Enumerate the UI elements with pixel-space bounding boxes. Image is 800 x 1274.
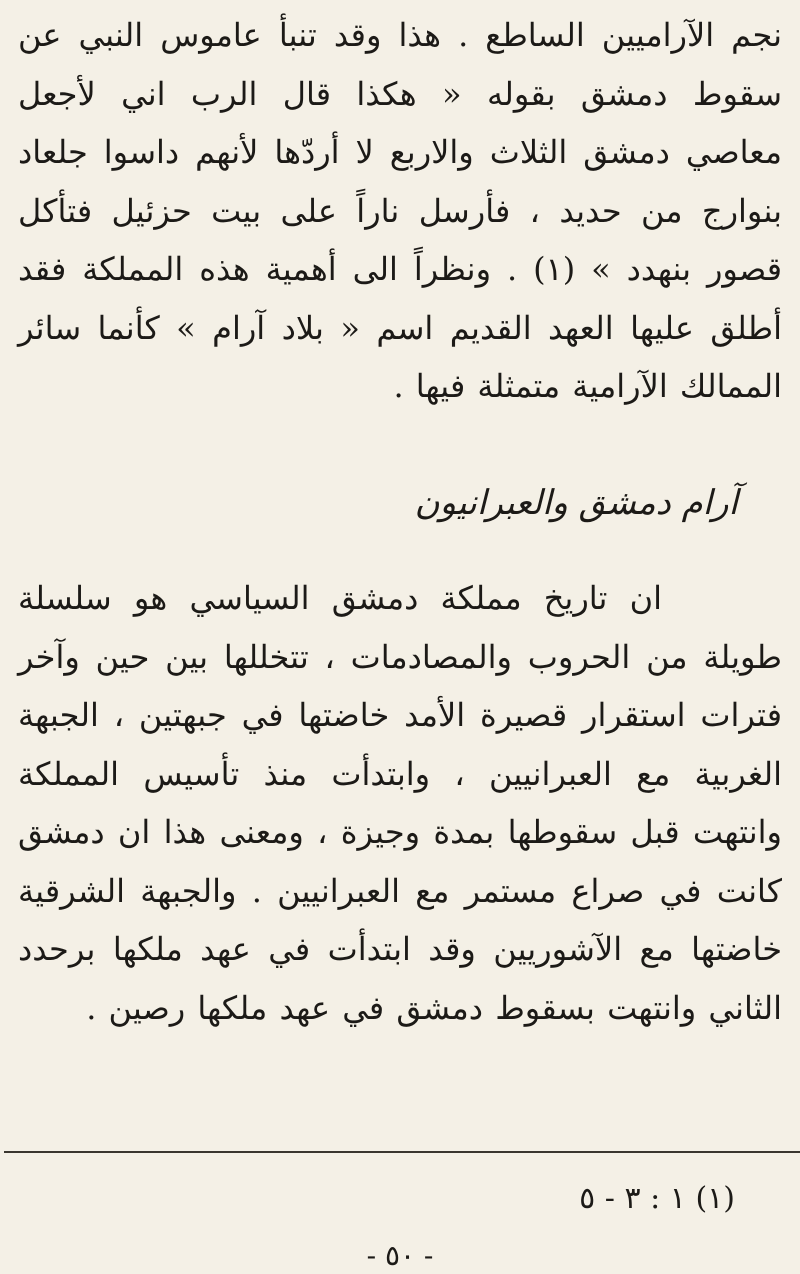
page-number: - ٥٠ - — [366, 1239, 434, 1272]
body-paragraph-2: ان تاريخ مملكة دمشق السياسي هو سلسلة طويلة من الحروب والمصادمات ، تتخللها بين حين وآخر فترات استقرار قصيرة الأمد خاضتها في جبهتين ، الجبهة الغربية مع العبرانيين ، وابتدأت منذ تأسيس المملكة وانتهت قبل سقوطها بمدة وجيزة ، ومعنى هذا ان دمشق كانت في صراع مستمر مع العبرانيين . والجبهة الشرقية خاضتها مع الآشوريين وقد ابتدأت في عهد ملكها برحدد الثاني وانتهت بسقوط دمشق في عهد ملكها رصين . — [18, 579, 782, 1027]
footnote: (١) ١ : ٣ - ٥ — [579, 1181, 735, 1216]
section-heading: آرام دمشق والعبرانيون — [414, 483, 738, 523]
footnote-divider — [4, 1151, 800, 1153]
body-paragraph-1: نجم الآراميين الساطع . هذا وقد تنبأ عاموس النبي عن سقوط دمشق بقوله « هكذا قال الرب اني لأجعل معاصي دمشق الثلاث والاربع لا أردّها لأنهم داسوا جلعاد بنوارج من حديد ، فأرسل ناراً على بيت حزئيل فتأكل قصور بنهدد » (١) . ونظراً الى أهمية هذه المملكة فقد أطلق عليها العهد القديم اسم « بلاد آرام » كأنما سائر الممالك الآرامية متمثلة فيها . — [18, 16, 782, 405]
